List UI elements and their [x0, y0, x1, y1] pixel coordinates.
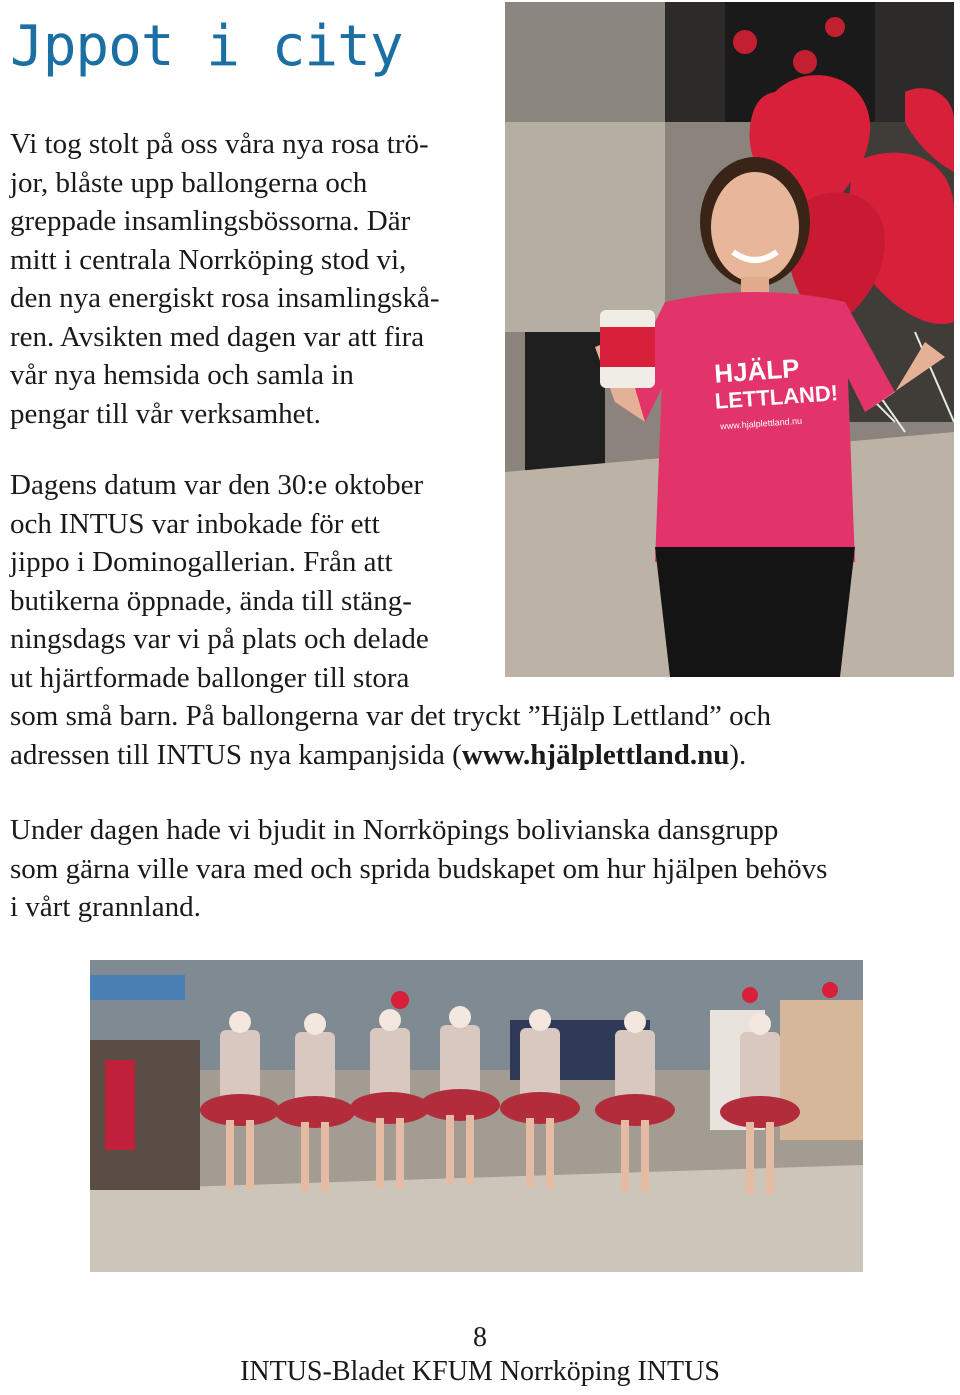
text-line: i vårt grannland.	[10, 891, 201, 923]
text-line: vår nya hemsida och samla in	[10, 359, 354, 391]
dance-group-photo	[90, 960, 863, 1272]
text-line: Dagens datum var den 30:e oktober	[10, 469, 424, 501]
shirt-print: www.hjalplettland.nu	[719, 415, 803, 432]
text-line: ut hjärtformade ballonger till stora	[10, 661, 410, 694]
text-line: ren. Avsikten med dagen var att fira	[10, 320, 425, 353]
shirt-print: LETTLAND!	[713, 380, 839, 414]
page-number: 8	[473, 1322, 487, 1353]
text-line: som små barn. På ballongerna var det tryckt ”Hjälp Lettland” och	[10, 700, 771, 732]
text-line: den nya energiskt rosa insamlingskå-	[10, 282, 440, 314]
text-line: mitt i centrala Norrköping stod vi,	[10, 243, 407, 276]
girl-with-balloons-photo	[505, 2, 954, 677]
page-footer: INTUS-Bladet KFUM Norrköping INTUS	[240, 1356, 720, 1387]
text-line: jor, blåste upp ballongerna och	[10, 166, 368, 199]
photo-illustration	[505, 2, 954, 677]
text-line: Vi tog stolt på oss våra nya rosa trö-	[10, 128, 429, 160]
text-line: jippo i Dominogallerian. Från att	[10, 546, 393, 578]
photo-illustration	[90, 960, 863, 1272]
shirt-print: HJÄLP	[713, 352, 801, 389]
dance-paragraph	[10, 811, 827, 927]
text-line: Under dagen hade vi bjudit in Norrköpings bolivianska dansgrupp	[10, 814, 779, 846]
text-line	[10, 736, 771, 775]
campaign-url: www.hjälplettland.nu	[461, 738, 730, 771]
text-line: butikerna öppnade, ända till stäng-	[10, 584, 412, 617]
text-segment: adressen till INTUS nya kampanjsida (	[10, 738, 462, 771]
text-line: greppade insamlingsbössorna. Där	[10, 205, 411, 237]
text-line: ningsdags var vi på plats och delade	[10, 623, 429, 655]
text-segment: ).	[729, 738, 747, 771]
text-line: och INTUS var inbokade för ett	[10, 507, 380, 540]
intro-paragraph	[10, 125, 440, 433]
page-title: Jppot i city	[10, 14, 403, 79]
text-line: pengar till vår verksamhet.	[10, 397, 321, 430]
text-line: som gärna ville vara med och sprida budskapet om hur hjälpen behövs	[10, 852, 828, 885]
